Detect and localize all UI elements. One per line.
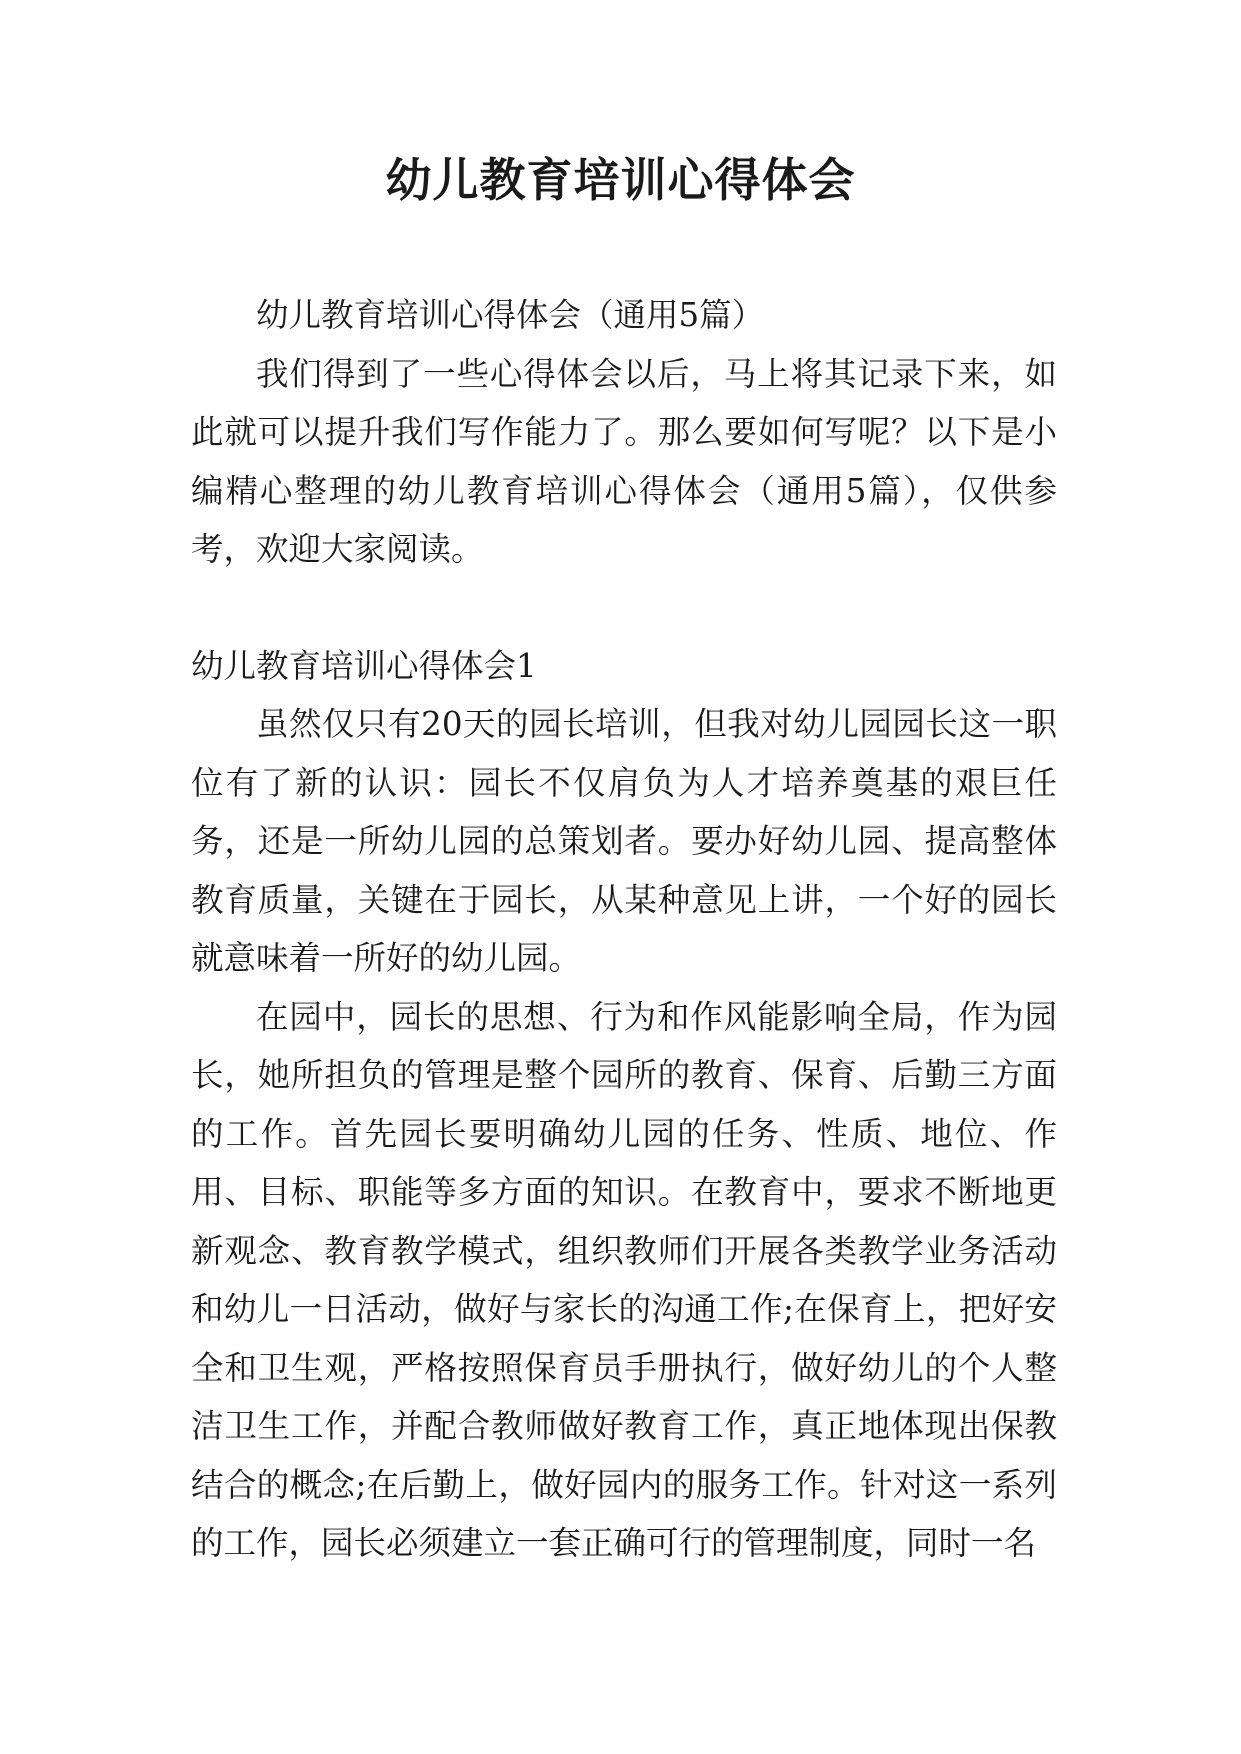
section-heading: 幼儿教育培训心得体会1: [191, 646, 537, 685]
document-title: 幼儿教育培训心得体会: [385, 153, 856, 207]
document-body: [191, 286, 1057, 1573]
body-paragraph: 虽然仅只有20天的园长培训，但我对幼儿园园长这一职位有了新的认识：园长不仅肩负为人才培养奠基的艰巨任务，还是一所幼儿园的总策划者。要办好幼儿园、提高整体教育质量，关键在于园长，从某种意见上讲，一个好的园长就意味着一所好的幼儿园。: [191, 705, 1057, 977]
section-spacer: [191, 579, 1057, 637]
subtitle-paragraph: 幼儿教育培训心得体会（通用5篇）: [256, 296, 765, 334]
body-paragraph: 在园中，园长的思想、行为和作风能影响全局，作为园长，她所担负的管理是整个园所的教育、保育、后勤三方面的工作。首先园长要明确幼儿园的任务、性质、地位、作用、目标、职能等多方面的知识。在教育中，要求不断地更新观念、教育教学模式，组织教师们开展各类教学业务活动和幼儿一日活动，做好与家长的沟通工作;在保育上，把好安全和卫生观，严格按照保育员手册执行，做好幼儿的个人整洁卫生工作，并配合教师做好教育工作，真正地体现出保教结合的概念;在后勤上，做好园内的服务工作。针对这一系列的工作，园长必须建立一套正确可行的管理制度，同时一名: [191, 997, 1057, 1562]
intro-paragraph: 我们得到了一些心得体会以后，马上将其记录下来，如此就可以提升我们写作能力了。那么要如何写呢？以下是小编精心整理的幼儿教育培训心得体会（通用5篇），仅供参考，欢迎大家阅读。: [191, 354, 1057, 568]
